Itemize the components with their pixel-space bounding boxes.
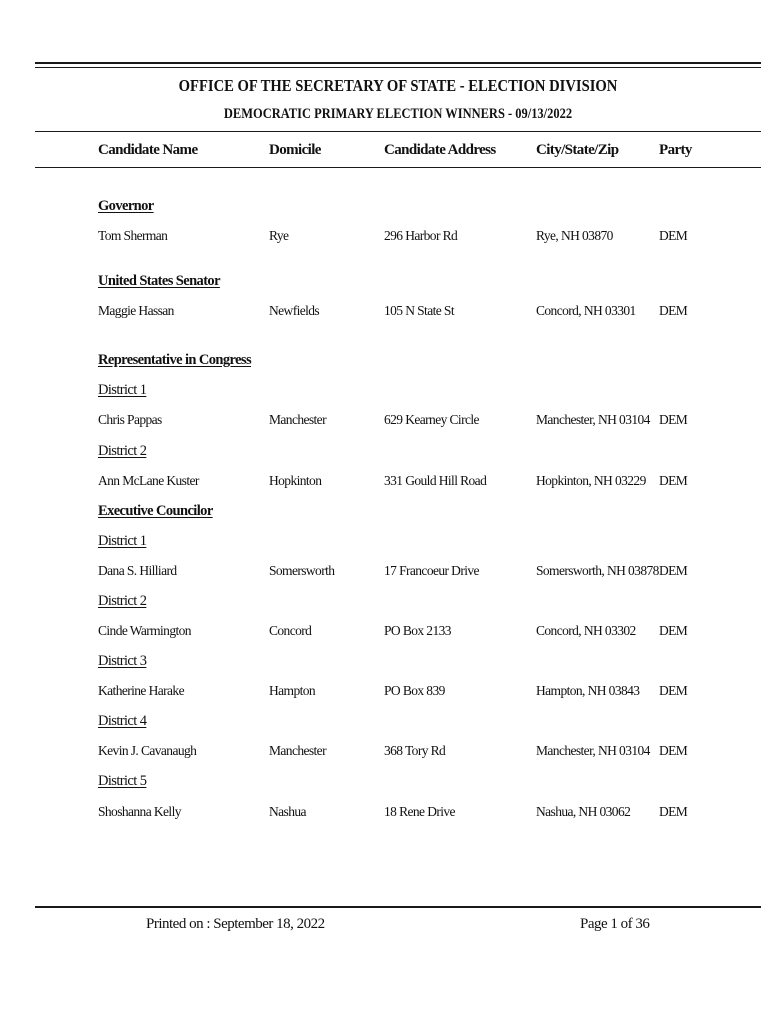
candidate-domicile: Nashua [269,804,306,819]
district-label: District 1 [98,533,147,549]
candidate-name: Maggie Hassan [98,303,174,318]
candidate-domicile: Rye [269,228,289,243]
candidate-party: DEM [659,563,688,578]
column-header-address: Candidate Address [384,142,496,158]
top-rule-thin [35,67,761,68]
candidate-party: DEM [659,473,688,488]
section-title-us-senator: United States Senator [98,273,220,289]
candidate-name: Chris Pappas [98,412,162,427]
candidate-address: 105 N State St [384,303,454,318]
candidate-party: DEM [659,804,688,819]
candidate-name: Kevin J. Cavanaugh [98,743,197,758]
top-rule [35,62,761,64]
candidate-address: PO Box 839 [384,683,445,698]
candidate-city: Manchester, NH 03104 [536,412,650,427]
district-label: District 1 [98,382,147,398]
candidate-city: Concord, NH 03301 [536,303,636,318]
candidate-domicile: Somersworth [269,563,335,578]
column-header-party: Party [659,142,692,158]
candidate-party: DEM [659,743,688,758]
candidate-address: 296 Harbor Rd [384,228,458,243]
candidate-address: 331 Gould Hill Road [384,473,487,488]
candidate-city: Nashua, NH 03062 [536,804,631,819]
candidate-name: Tom Sherman [98,228,168,243]
header-bottom-rule [35,167,761,168]
candidate-address: 368 Tory Rd [384,743,446,758]
candidate-domicile: Hopkinton [269,473,322,488]
district-label: District 5 [98,773,147,789]
candidate-name: Ann McLane Kuster [98,473,199,488]
candidate-domicile: Manchester [269,412,326,427]
candidate-domicile: Newfields [269,303,320,318]
candidate-city: Hopkinton, NH 03229 [536,473,646,488]
candidate-party: DEM [659,303,688,318]
candidate-domicile: Concord [269,623,312,638]
candidate-address: 18 Rene Drive [384,804,455,819]
candidate-name: Dana S. Hilliard [98,563,177,578]
candidate-name: Katherine Harake [98,683,184,698]
candidate-city: Concord, NH 03302 [536,623,636,638]
footer-rule [35,906,761,908]
district-label: District 3 [98,653,147,669]
header-top-rule [35,131,761,132]
candidate-city: Hampton, NH 03843 [536,683,640,698]
section-title-governor: Governor [98,198,154,214]
column-header-domicile: Domicile [269,142,321,158]
district-label: District 4 [98,713,147,729]
column-header-city: City/State/Zip [536,142,619,158]
printed-date: Printed on : September 18, 2022 [146,916,325,932]
candidate-city: Rye, NH 03870 [536,228,613,243]
candidate-party: DEM [659,228,688,243]
candidate-party: DEM [659,683,688,698]
page-title: OFFICE OF THE SECRETARY OF STATE - ELECTION DIVISION [178,76,618,95]
candidate-name: Shoshanna Kelly [98,804,181,819]
candidate-address: 17 Francoeur Drive [384,563,479,578]
candidate-address: PO Box 2133 [384,623,451,638]
section-title-rep-congress: Representative in Congress [98,352,252,368]
district-label: District 2 [98,443,147,459]
candidate-city: Somersworth, NH 03878 [536,563,659,578]
candidate-domicile: Hampton [269,683,316,698]
candidate-city: Manchester, NH 03104 [536,743,650,758]
column-header-name: Candidate Name [98,142,198,158]
candidate-domicile: Manchester [269,743,326,758]
candidate-party: DEM [659,412,688,427]
candidate-name: Cinde Warmington [98,623,191,638]
candidate-address: 629 Kearney Circle [384,412,479,427]
candidate-party: DEM [659,623,688,638]
district-label: District 2 [98,593,147,609]
section-title-executive-councilor: Executive Councilor [98,503,213,519]
page-number: Page 1 of 36 [580,916,650,932]
page-subtitle: DEMOCRATIC PRIMARY ELECTION WINNERS - 09/13/2022 [223,106,573,122]
